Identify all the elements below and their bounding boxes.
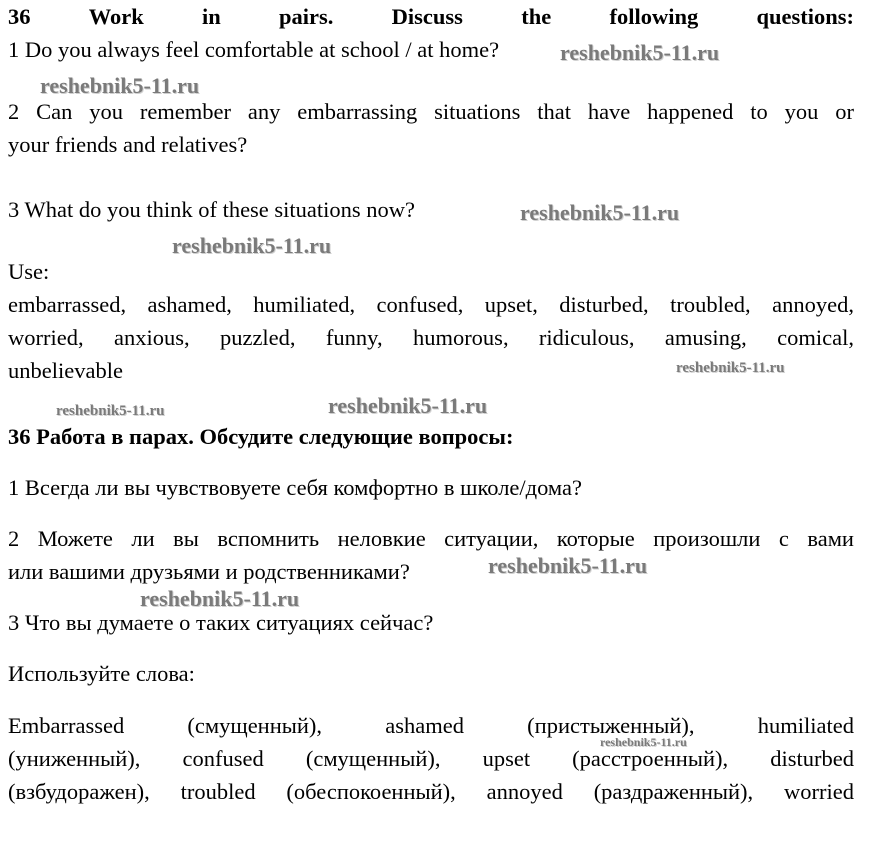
question-2-ru-line-1 [8,522,854,555]
word: ridiculous, [538,325,635,350]
watermark-text: reshebnik5-11.ru [40,73,200,98]
word: Can [36,99,73,124]
word: (взбудоражен), [8,779,150,804]
watermark-text: reshebnik5-11.ru [488,553,648,578]
watermark-text: reshebnik5-11.ru [676,360,785,376]
word: comical, [777,325,854,350]
word: 2 [8,526,20,551]
word: humorous, [412,325,509,350]
vocabulary-en-line-3: unbelievable [8,358,123,383]
word: situations [434,99,521,124]
vocabulary-en-line-1 [8,288,854,321]
word: ashamed, [147,292,232,317]
word: вы [173,526,199,551]
vocabulary-ru-line-2 [8,742,854,775]
word: (обеспокоенный), [286,779,456,804]
vocabulary-en-line-2 [8,321,854,354]
word: confused [182,746,264,771]
question-3-en: 3 What do you think of these situations now? [8,197,416,222]
word: произошли [653,526,761,551]
word: ashamed [385,713,464,738]
word: ситуации, [444,526,539,551]
word: to [750,99,768,124]
word: Work [88,4,144,29]
watermark-text: reshebnik5-11.ru [172,233,332,258]
use-label-en: Use: [8,259,50,284]
vocabulary-ru-line-3 [8,775,854,808]
word: remember [139,99,232,124]
word: amusing, [664,325,747,350]
word: 2 [8,99,20,124]
word: you [89,99,123,124]
word: humiliated [757,713,854,738]
watermark-text: reshebnik5-11.ru [56,403,165,419]
word: have [587,99,631,124]
word: puzzled, [219,325,296,350]
word: 36 [8,4,31,29]
word: вами [807,526,854,551]
word: that [537,99,571,124]
word: (смущенный), [305,746,441,771]
word: or [835,99,854,124]
word: Embarrassed [8,713,125,738]
word: you [784,99,819,124]
watermark-text: reshebnik5-11.ru [520,200,680,225]
exercise-heading-ru: 36 Работа в парах. Обсудите следующие вопросы: [8,424,514,449]
word: вспомнить [217,526,320,551]
watermark-text: reshebnik5-11.ru [140,586,300,611]
word: disturbed, [559,292,649,317]
word: Discuss [391,4,463,29]
word: ли [131,526,155,551]
word: upset, [484,292,538,317]
word: (раздраженный), [593,779,754,804]
word: questions: [756,4,854,29]
question-1-ru: 1 Всегда ли вы чувствовуете себя комфортно в школе/дома? [8,475,582,500]
exercise-heading-en [8,0,854,33]
word: happened [647,99,734,124]
word: humiliated, [253,292,356,317]
word: (расстроенный), [572,746,729,771]
word: (смущенный), [187,713,323,738]
word: embarrassed, [8,292,127,317]
word: с [778,526,789,551]
word: Можете [37,526,113,551]
word: following [609,4,699,29]
word: upset [482,746,531,771]
question-2-en-line-1 [8,95,854,128]
use-label-ru: Используйте слова: [8,661,195,686]
word: confused, [376,292,464,317]
word: annoyed [486,779,563,804]
word: embarrassing [297,99,418,124]
word: troubled, [670,292,751,317]
word: pairs. [279,4,334,29]
word: in [202,4,221,29]
word: disturbed [770,746,854,771]
word: (пристыженный), [527,713,695,738]
watermark-text: reshebnik5-11.ru [560,40,720,65]
word: worried, [8,325,84,350]
word: troubled [180,779,256,804]
word: (униженный), [8,746,141,771]
question-3-ru: 3 Что вы думаете о таких ситуациях сейчас? [8,610,434,635]
vocabulary-ru-line-1 [8,709,854,742]
question-2-ru-line-2: или вашими друзьями и родственниками? [8,559,410,584]
word: неловкие [337,526,426,551]
watermark-text: reshebnik5-11.ru [328,393,488,418]
word: the [521,4,552,29]
word: которые [556,526,635,551]
watermark-text: reshebnik5-11.ru [600,735,687,749]
question-2-en-line-2: your friends and relatives? [8,132,248,157]
word: worried [784,779,854,804]
word: any [247,99,281,124]
word: annoyed, [772,292,854,317]
word: anxious, [113,325,190,350]
word: funny, [325,325,383,350]
question-1-en: 1 Do you always feel comfortable at school / at home? [8,37,500,62]
